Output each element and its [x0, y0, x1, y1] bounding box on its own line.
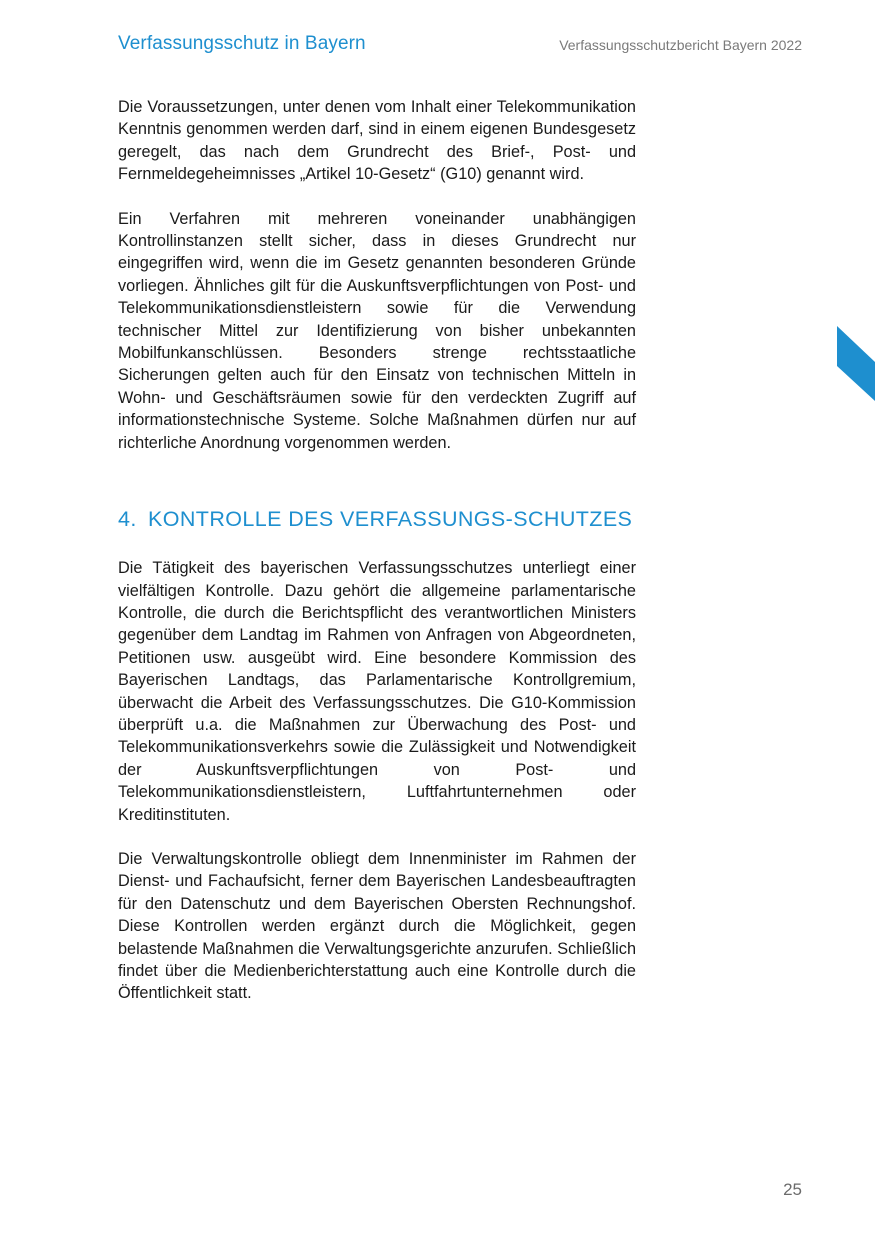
section-heading-text: KONTROLLE DES VERFASSUNGS-SCHUTZES — [148, 507, 633, 532]
body-paragraph: Die Voraussetzungen, unter denen vom Inhalt einer Telekommunikation Kenntnis genommen werden darf, sind in einem eigenen Bundesgesetz geregelt, das nach dem Grundrecht des Brief-, Post- und Fernmeldegeheimnisses „Artikel 10-Gesetz“ (G10) genannt wird. — [118, 98, 636, 184]
chapter-tab-marker — [837, 326, 875, 401]
page-number: 25 — [783, 1180, 802, 1199]
body-paragraph: Ein Verfahren mit mehreren voneinander unabhängigen Kontrollinstanzen stellt sicher, dass in dieses Grundrecht nur eingegriffen wird, wenn die im Gesetz genannten besonderen Gründe vorliegen. Ähnliches gilt für die Auskunftsverpflichtungen von Post- und Telekommunikationsdienstleistern sowie für die Verwendung technischer Mittel zur Identifizierung von bisher unbekannten Mobilfunkanschlüssen. Besonders strenge rechtsstaatliche Sicherungen gelten auch für den Einsatz von technischen Mitteln in Wohn- und Geschäftsräumen sowie für den verdeckten Zugriff auf informationstechnische Systeme. Solche Maßnahmen dürfen nur auf richterliche Anordnung vorgenommen werden. — [118, 209, 636, 452]
running-head-publication-title: Verfassungsschutzbericht Bayern 2022 — [559, 37, 802, 53]
main-content — [118, 96, 636, 1005]
running-head-section-title: Verfassungsschutz in Bayern — [118, 33, 366, 54]
body-paragraph: Die Tätigkeit des bayerischen Verfassungsschutzes unterliegt einer vielfältigen Kontrolle. Dazu gehört die allgemeine parlamentarische Kontrolle, die durch die Berichtspflicht des verantwortlichen Ministers gegenüber dem Landtag im Rahmen von Anfragen von Abgeordneten, Petitionen usw. ausgeübt wird. Eine besondere Kommission des Bayerischen Landtags, das Parlamentarische Kontrollgremium, überwacht die Arbeit des Verfassungsschutzes. Die G10-Kommission überprüft u.a. die Maßnahmen zur Überwachung des Post- und Telekommunikationsverkehrs sowie die Zulässigkeit und Notwendigkeit der Auskunftsverpflichtungen von Post- und Telekommunikationsdienstleistern, Luftfahrtunternehmen oder Kreditinstituten. — [118, 559, 636, 824]
section-heading-number: 4. — [118, 507, 137, 532]
body-paragraph: Die Verwaltungskontrolle obliegt dem Innenminister im Rahmen der Dienst- und Fachaufsicht, ferner dem Bayerischen Landesbeauftragten für den Datenschutz und dem Bayerischen Obersten Rechnungshof. Diese Kontrollen werden ergänzt durch die Möglichkeit, gegen belastende Maßnahmen die Verwaltungsgerichte anzurufen. Schließlich findet über die Medienberichterstattung auch eine Kontrolle durch die Öffentlichkeit statt. — [118, 849, 636, 1003]
section-heading — [118, 506, 636, 533]
